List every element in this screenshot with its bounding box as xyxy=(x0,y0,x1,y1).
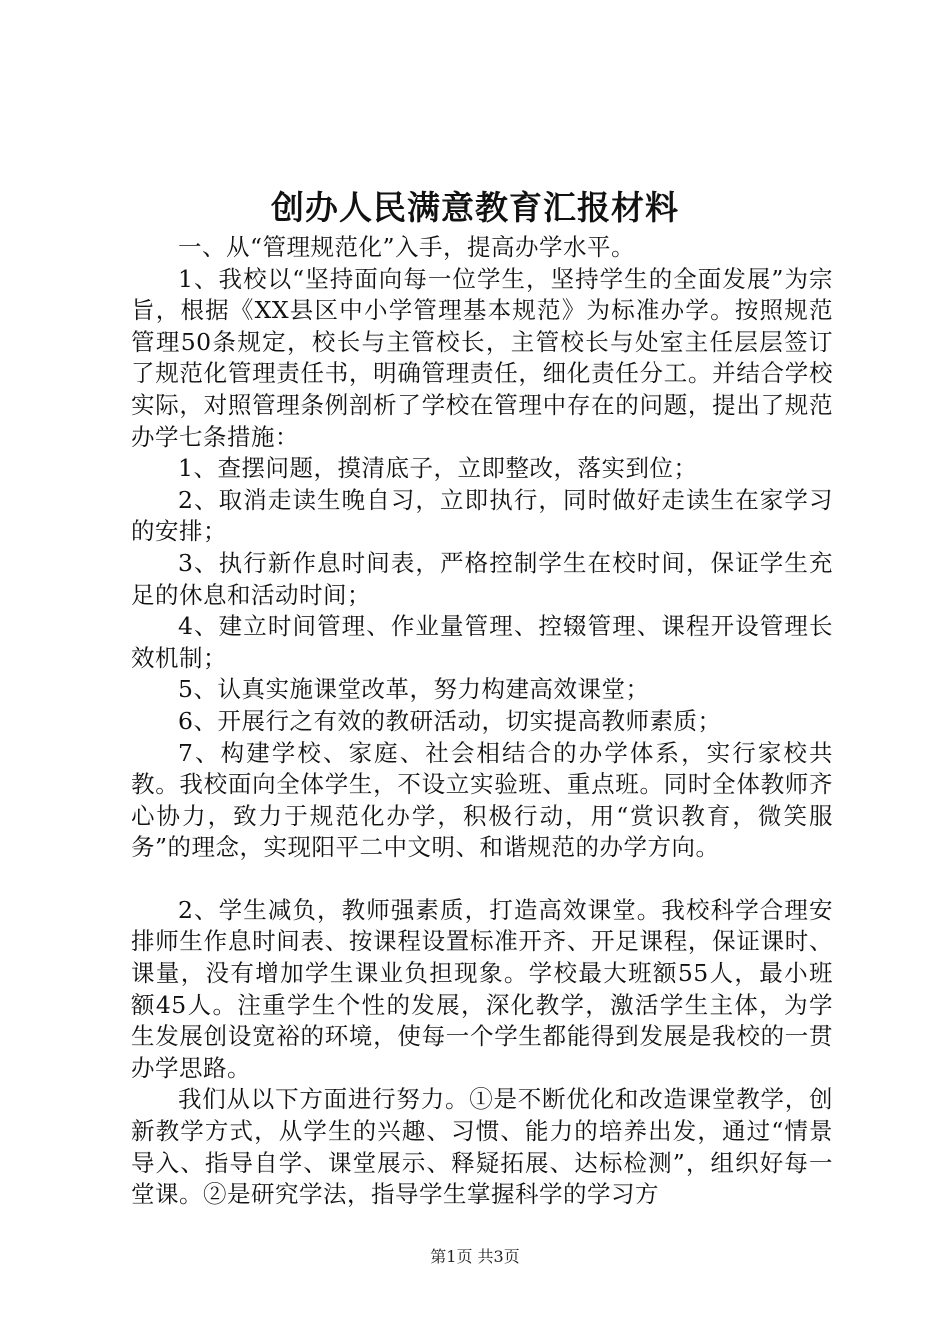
list-item: 1、查摆问题，摸清底子，立即整改，落实到位； xyxy=(178,454,698,483)
document-body xyxy=(131,232,833,1211)
document-title: 创办人民满意教育汇报材料 xyxy=(271,188,679,227)
list-item: 7、构建学校、家庭、社会相结合的办学体系，实行家校共教。我校面向全体学生，不设立实验班、重点班。同时全体教师齐心协力，致力于规范化办学，积极行动，用“赏识教育，微笑服务”的理念，实现阳平二中文明、和谐规范的办学方向。 xyxy=(131,738,833,862)
list-item: 3、执行新作息时间表，严格控制学生在校时间，保证学生充足的休息和活动时间； xyxy=(131,548,833,609)
list-item: 6、开展行之有效的教研活动，切实提高教师素质； xyxy=(178,706,722,735)
page-footer: 第1页 共3页 xyxy=(430,1247,520,1266)
paragraph: 我们从以下方面进行努力。①是不断优化和改造课堂教学，创新教学方式，从学生的兴趣、习惯、能力的培养出发，通过“情景导入、指导自学、课堂展示、释疑拓展、达标检测”，组织好每一堂课。②是研究学法，指导学生掌握科学的学习方 xyxy=(131,1085,833,1209)
list-item: 2、取消走读生晚自习，立即执行，同时做好走读生在家学习的安排； xyxy=(131,485,833,546)
paragraph: 2、学生减负，教师强素质，打造高效课堂。我校科学合理安排师生作息时间表、按课程设置标准开齐、开足课程，保证课时、课量，没有增加学生课业负担现象。学校最大班额55人，最小班额45人。注重学生个性的发展，深化教学，激活学生主体，为学生发展创设宽裕的环境，使每一个学生都能得到发展是我校的一贯办学思路。 xyxy=(131,895,833,1082)
list-item: 4、建立时间管理、作业量管理、控辍管理、课程开设管理长效机制； xyxy=(131,612,833,672)
paragraph: 1、我校以“坚持面向每一位学生，坚持学生的全面发展”为宗旨，根据《XX县区中小学管理基本规范》为标准办学。按照规范管理50条规定，校长与主管校长，主管校长与处室主任层层签订了规范化管理责任书，明确管理责任，细化责任分工。并结合学校实际，对照管理条例剖析了学校在管理中存在的问题，提出了规范办学七条措施： xyxy=(131,264,833,451)
section-heading: 一、从“管理规范化”入手，提高办学水平。 xyxy=(178,233,636,261)
list-item: 5、认真实施课堂改革，努力构建高效课堂； xyxy=(178,675,650,704)
